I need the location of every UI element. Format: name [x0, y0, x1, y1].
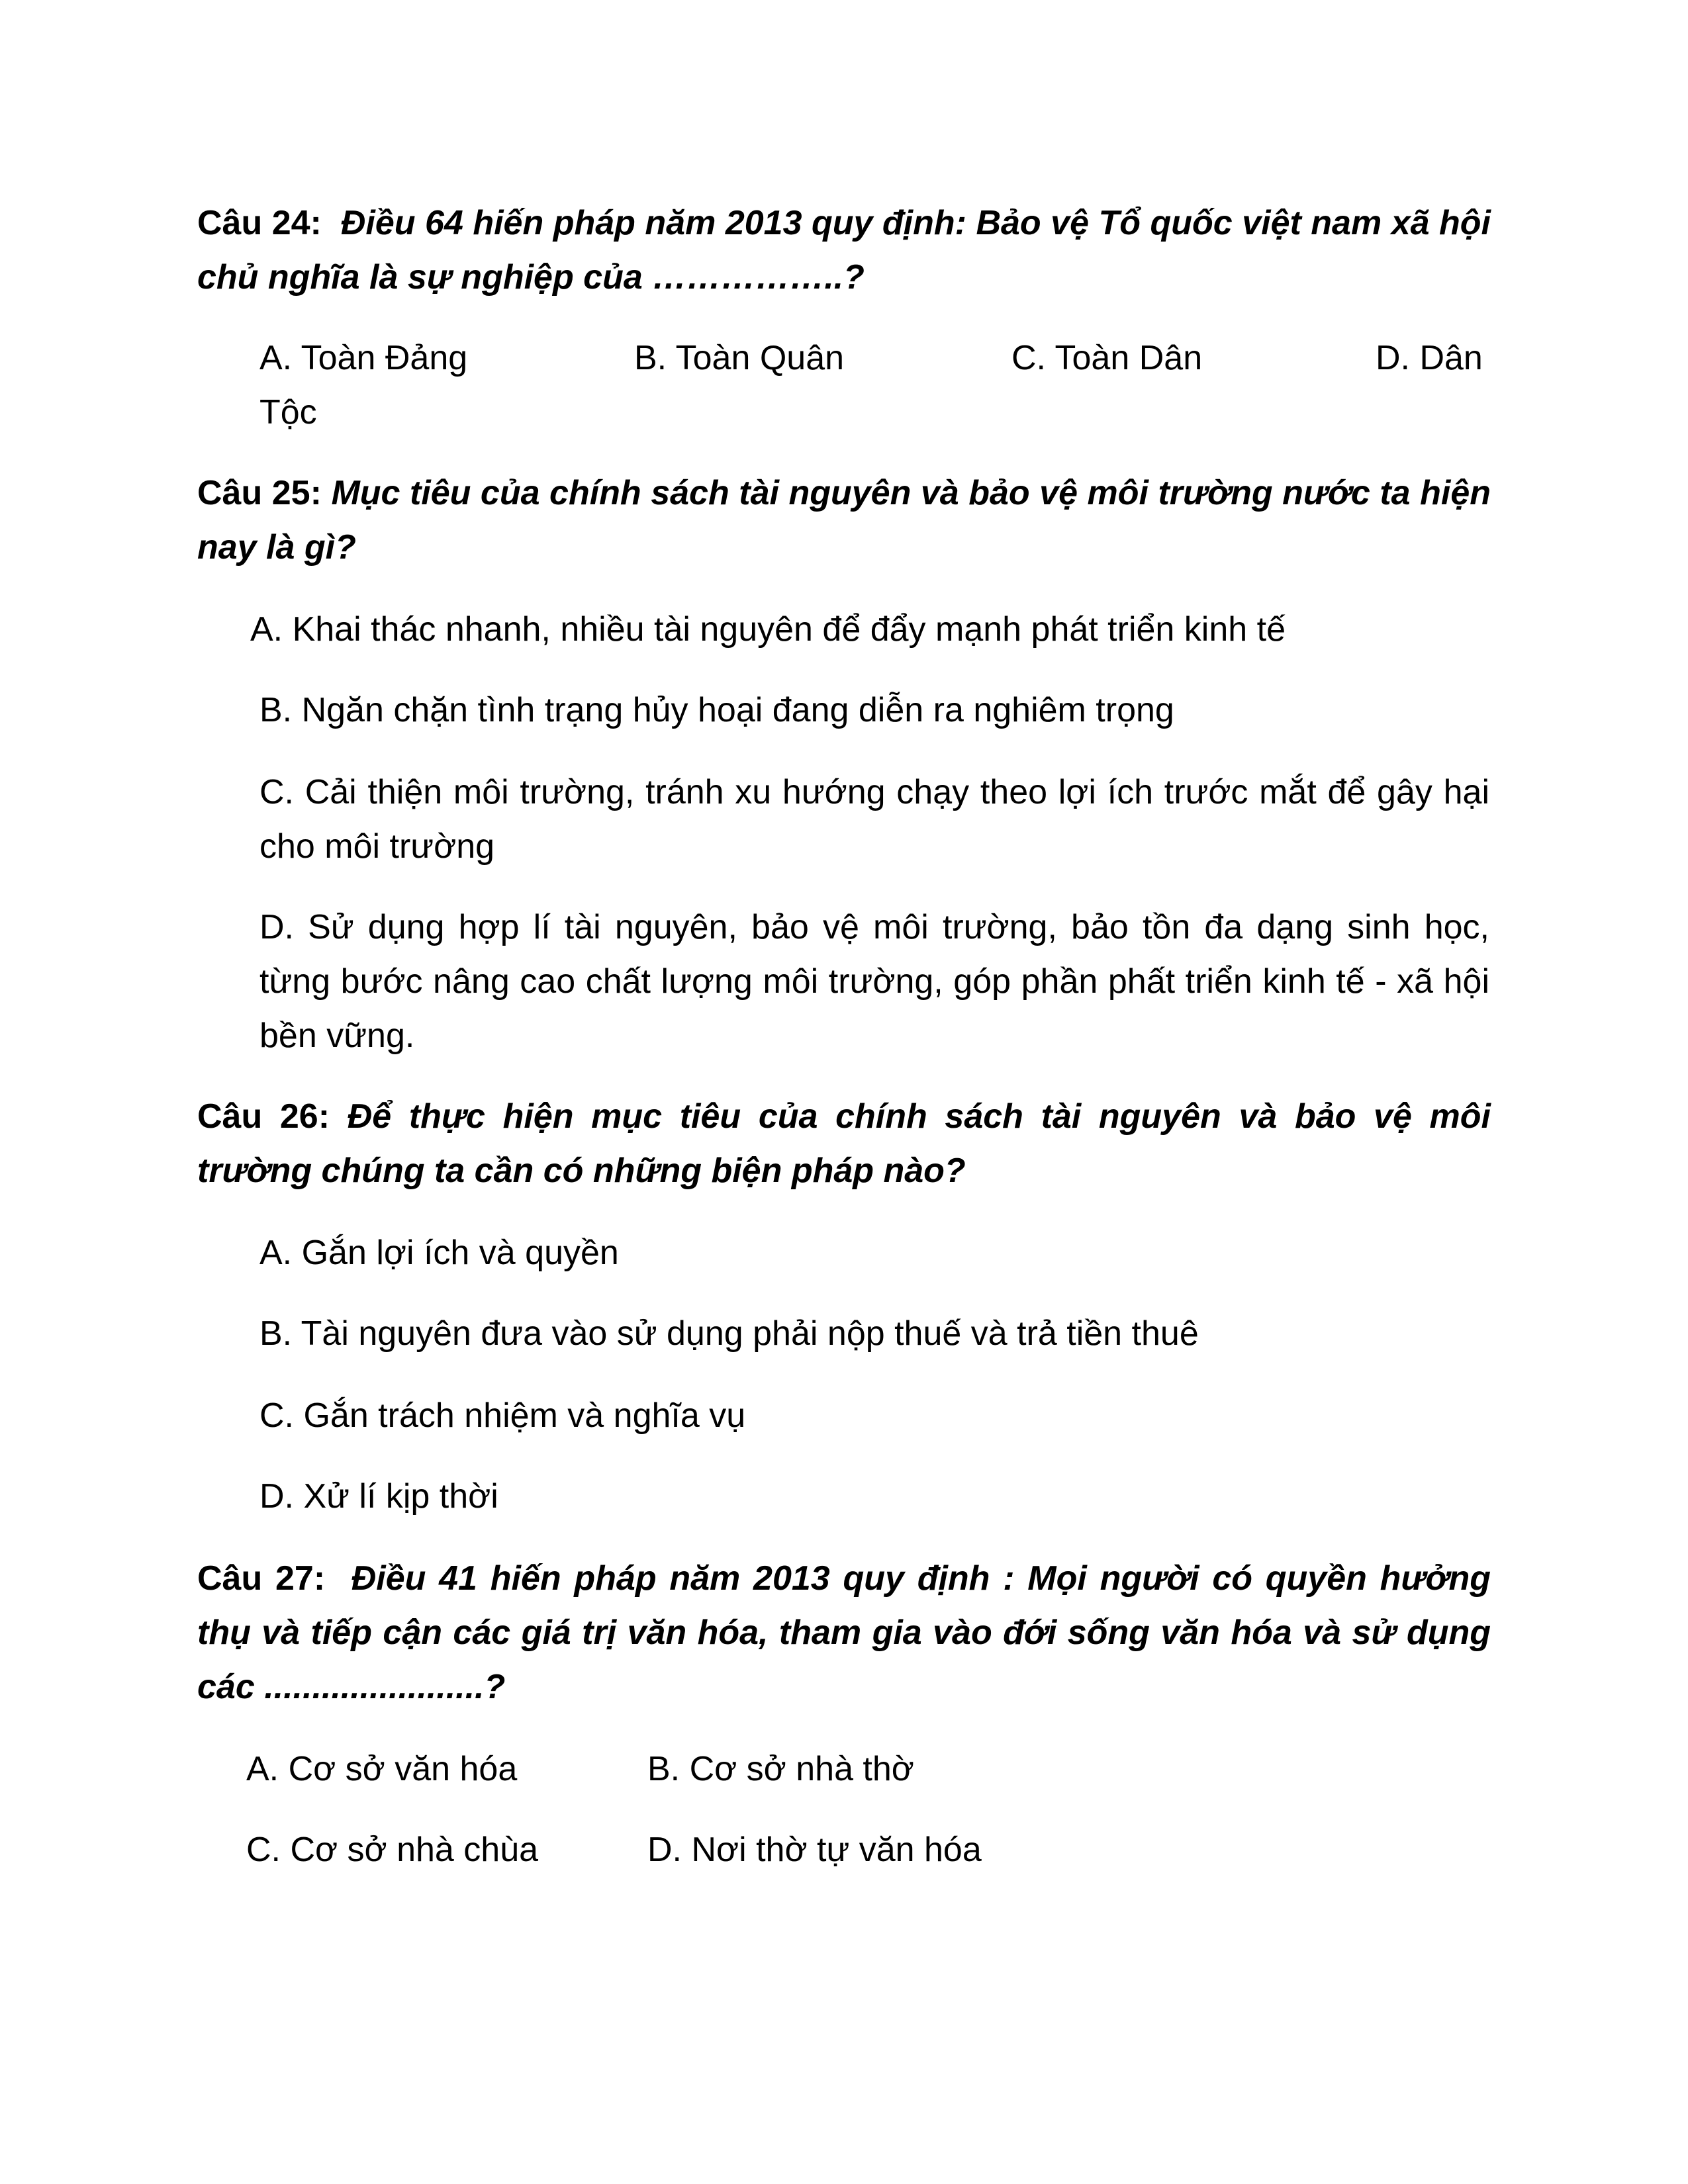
question-27-number: Câu 27: — [197, 1559, 326, 1598]
q25-option-d: D. Sử dụng hợp lí tài nguyên, bảo vệ môi trường, bảo tồn đa dạng sinh học, từng bước nâng cao chất lượng môi trường, góp phần phất triển kinh tế - xã hội bền vững. — [259, 908, 1489, 1055]
q27-option-b: B. Cơ sở nhà thờ — [647, 1750, 914, 1788]
q24-option-b: B. Toàn Quân — [634, 339, 845, 377]
question-25-number: Câu 25: — [197, 474, 322, 512]
question-24-text: Điều 64 hiến pháp năm 2013 quy định: Bảo vệ Tổ quốc việt nam xã hội chủ nghĩa là sự nghiệp của ……………..? — [197, 204, 1491, 296]
question-26-number: Câu 26: — [197, 1097, 330, 1136]
q25-option-b: B. Ngăn chặn tình trạng hủy hoại đang diễn ra nghiêm trọng — [259, 691, 1174, 729]
question-27-text: Điều 41 hiến pháp năm 2013 quy định : Mọi người có quyền hưởng thụ và tiếp cận các giá trị văn hóa, tham gia vào đới sống văn hóa và sử dụng các .......................? — [197, 1559, 1491, 1706]
question-26-text: Để thực hiện mục tiêu của chính sách tài nguyên và bảo vệ môi trường chúng ta cần có những biện pháp nào? — [197, 1097, 1491, 1190]
q25-option-c: C. Cải thiện môi trường, tránh xu hướng chạy theo lợi ích trước mắt để gây hại cho môi trường — [259, 773, 1489, 866]
q26-option-b: B. Tài nguyên đưa vào sử dụng phải nộp thuế và trả tiền thuê — [259, 1314, 1199, 1353]
question-24 — [197, 196, 1491, 304]
q26-option-d: D. Xử lí kịp thời — [259, 1477, 498, 1516]
question-27 — [197, 1551, 1491, 1714]
q24-option-d-continued: Tộc — [259, 393, 317, 432]
question-26 — [197, 1089, 1491, 1198]
question-24-number: Câu 24: — [197, 204, 322, 242]
q24-option-c: C. Toàn Dân — [1011, 339, 1203, 377]
question-25-text: Mục tiêu của chính sách tài nguyên và bảo vệ môi trường nước ta hiện nay là gì? — [197, 474, 1491, 567]
q24-option-a: A. Toàn Đảng — [259, 339, 468, 377]
q27-option-a: A. Cơ sở văn hóa — [246, 1750, 518, 1788]
q25-option-a: A. Khai thác nhanh, nhiều tài nguyên để đẩy mạnh phát triển kinh tế — [250, 610, 1286, 649]
q26-option-a: A. Gắn lợi ích và quyền — [259, 1234, 619, 1272]
q27-option-d: D. Nơi thờ tự văn hóa — [647, 1831, 982, 1869]
question-25 — [197, 466, 1491, 574]
q26-option-c: C. Gắn trách nhiệm và nghĩa vụ — [259, 1396, 746, 1435]
q27-option-c: C. Cơ sở nhà chùa — [246, 1831, 539, 1869]
q24-option-d: D. Dân — [1376, 339, 1483, 377]
